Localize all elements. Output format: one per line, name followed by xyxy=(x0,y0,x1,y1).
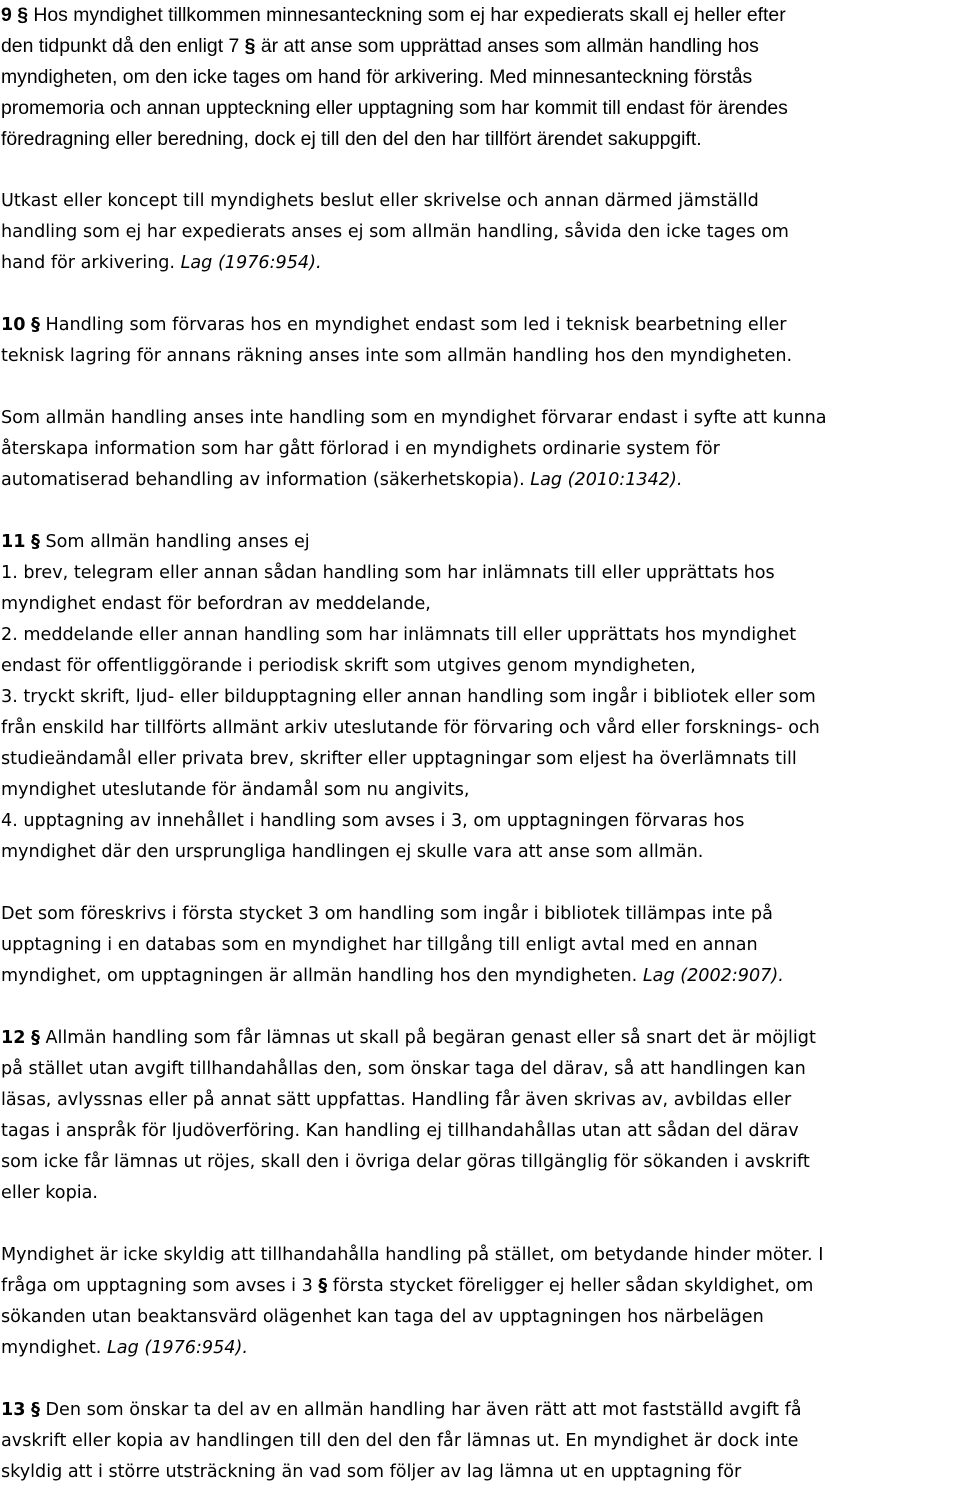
section-number: 10 xyxy=(1,315,26,335)
text-line xyxy=(1,961,960,992)
line-text: är att anse som upprättad anses som allmän handling hos xyxy=(260,35,759,57)
section-sign: § xyxy=(31,315,40,335)
text-line xyxy=(1,465,960,496)
text-line xyxy=(1,31,960,62)
section-12-paragraph-2 xyxy=(1,1240,960,1364)
line-text: fråga om upptagning som avses i 3 xyxy=(1,1276,313,1296)
text-line: läsas, avlyssnas eller på annat sätt uppfattas. Handling får även skrivas av, avbildas eller xyxy=(1,1090,792,1110)
line-text: Handling som förvaras hos en myndighet endast som led i teknisk bearbetning eller xyxy=(45,315,787,335)
list-item-line: 1. brev, telegram eller annan sådan handling som har inlämnats till eller upprättats hos xyxy=(1,563,775,583)
text-line: tagas i anspråk för ljudöverföring. Kan handling ej tillhandahållas utan att sådan del därav xyxy=(1,1121,799,1141)
section-sign: § xyxy=(318,1276,328,1296)
text-line: sökanden utan beaktansvärd olägenhet kan taga del av upptagningen hos närbelägen xyxy=(1,1307,764,1327)
list-item-line: 4. upptagning av innehållet i handling som avses i 3, om upptagningen förvaras hos xyxy=(1,811,745,831)
text-line: Utkast eller koncept till myndighets beslut eller skrivelse och annan därmed jämställd xyxy=(1,191,759,211)
section-number: 12 xyxy=(1,1028,26,1048)
text-line xyxy=(1,1271,960,1302)
text-line: promemoria och annan uppteckning eller upptagning som har kommit till endast för ärendes xyxy=(1,97,788,119)
section-11 xyxy=(1,527,960,868)
list-item-line: studieändamål eller privata brev, skrifter eller upptagningar som eljest ha överlämnats till xyxy=(1,749,797,769)
text-line: eller kopia. xyxy=(1,1183,99,1203)
list-item-line: 2. meddelande eller annan handling som har inlämnats till eller upprättats hos myndighet xyxy=(1,625,797,645)
line-text: den tidpunkt då den enligt 7 xyxy=(1,35,240,57)
text-line: handling som ej har expedierats anses ej som allmän handling, såvida den icke tages om xyxy=(1,222,789,242)
text-line xyxy=(1,1395,960,1426)
law-reference: Lag (1976:954). xyxy=(180,253,322,273)
line-text: Den som önskar ta del av en allmän handling har även rätt att mot fastställd avgift få xyxy=(45,1400,802,1420)
section-9 xyxy=(1,0,960,155)
section-sign: § xyxy=(31,532,40,552)
text-line: teknisk lagring för annans räkning anses inte som allmän handling hos den myndigheten. xyxy=(1,346,793,366)
line-text: automatiserad behandling av information (säkerhetskopia). xyxy=(1,470,525,490)
section-number: 13 xyxy=(1,1400,26,1420)
text-line: återskapa information som har gått förlorad i en myndighets ordinarie system för xyxy=(1,439,720,459)
line-text: myndighet, om upptagningen är allmän handling hos den myndigheten. xyxy=(1,966,638,986)
text-line: upptagning i en databas som en myndighet har tillgång till enligt avtal med en annan xyxy=(1,935,758,955)
text-line: föredragning eller beredning, dock ej till den del den har tillfört ärendet sakuppgift. xyxy=(1,128,702,150)
section-number: 11 xyxy=(1,532,26,552)
line-text: myndigheten, om den icke tages om hand för arkivering. xyxy=(1,66,484,88)
line-text: Hos myndighet tillkommen minnesanteckning som ej har expedierats skall ej heller efter xyxy=(33,4,786,26)
line-text: Med minnesanteckning förstås xyxy=(489,66,753,88)
text-line xyxy=(1,1333,960,1364)
section-sign: § xyxy=(244,35,256,57)
line-text: Allmän handling som får lämnas ut skall på begäran genast eller så snart det är möjligt xyxy=(45,1028,816,1048)
list-item-line: myndighet där den ursprungliga handlingen ej skulle vara att anse som allmän. xyxy=(1,842,704,862)
text-line xyxy=(1,1023,960,1054)
text-line: Det som föreskrivs i första stycket 3 om handling som ingår i bibliotek tillämpas inte på xyxy=(1,904,773,924)
section-sign: § xyxy=(31,1400,40,1420)
section-10 xyxy=(1,310,960,372)
line-text: Som allmän handling anses ej xyxy=(45,532,310,552)
text-line: skyldig att i större utsträckning än vad som följer av lag lämna ut en upptagning för xyxy=(1,1462,742,1482)
line-text: första stycket föreligger ej heller sådan skyldighet, om xyxy=(332,1276,814,1296)
section-sign: § xyxy=(31,1028,40,1048)
text-line: som icke får lämnas ut röjes, skall den i övriga delar göras tillgänglig för sökanden i avskrift xyxy=(1,1152,810,1172)
section-number: 9 xyxy=(1,4,12,26)
list-item-line: från enskild har tillförts allmänt arkiv uteslutande för förvaring och vård eller forsknings- och xyxy=(1,718,820,738)
text-line xyxy=(1,527,960,558)
text-line xyxy=(1,62,960,93)
list-item-line: myndighet endast för befordran av meddelande, xyxy=(1,594,431,614)
section-12 xyxy=(1,1023,960,1209)
list-item-line: 3. tryckt skrift, ljud- eller bildupptagning eller annan handling som ingår i bibliotek eller som xyxy=(1,687,816,707)
line-text: hand för arkivering. xyxy=(1,253,175,273)
section-11-paragraph-2 xyxy=(1,899,960,992)
list-item-line: myndighet uteslutande för ändamål som nu angivits, xyxy=(1,780,470,800)
section-10-paragraph-2 xyxy=(1,403,960,496)
text-line: avskrift eller kopia av handlingen till den del den får lämnas ut. En myndighet är dock inte xyxy=(1,1431,799,1451)
law-reference: Lag (2010:1342). xyxy=(530,470,683,490)
section-sign: § xyxy=(17,4,28,26)
text-line xyxy=(1,248,960,279)
text-line: på stället utan avgift tillhandahållas den, som önskar taga del därav, så att handlingen kan xyxy=(1,1059,806,1079)
text-line xyxy=(1,0,960,31)
section-9-paragraph-2 xyxy=(1,186,960,279)
text-line: Myndighet är icke skyldig att tillhandahålla handling på stället, om betydande hinder möter. I xyxy=(1,1245,824,1265)
law-reference: Lag (1976:954). xyxy=(107,1338,248,1358)
section-13 xyxy=(1,1395,960,1488)
list-item-line: endast för offentliggörande i periodisk skrift som utgives genom myndigheten, xyxy=(1,656,696,676)
text-line: Som allmän handling anses inte handling som en myndighet förvarar endast i syfte att kunna xyxy=(1,408,827,428)
line-text: myndighet. xyxy=(1,1338,102,1358)
law-reference: Lag (2002:907). xyxy=(642,966,784,986)
text-line xyxy=(1,310,960,341)
